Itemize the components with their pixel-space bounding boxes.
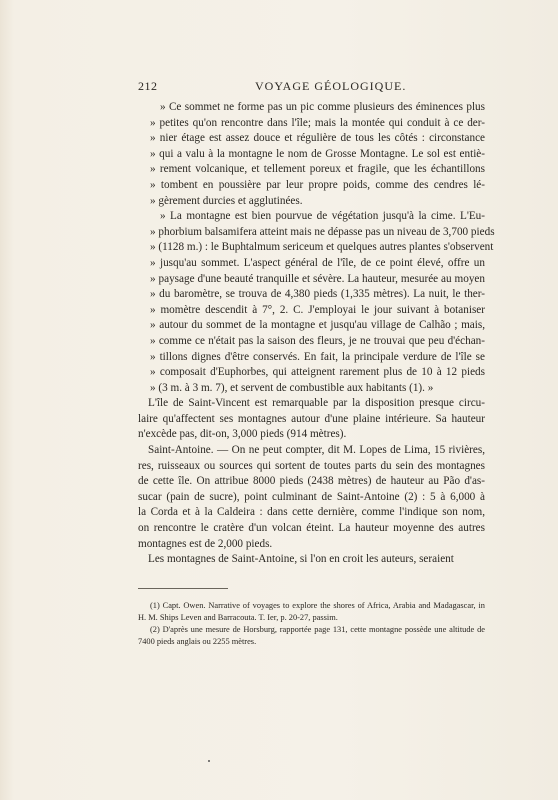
running-title: VOYAGE GÉOLOGIQUE.	[255, 79, 407, 93]
text-line: » tillons dignes d'être conservés. En fait, la principale verdure de l'île se	[150, 350, 485, 363]
text-line: » paysage d'une beauté tranquille et sévère. La hauteur, mesurée au moyen	[150, 272, 485, 285]
text-line: on rencontre le cratère d'un volcan éteint. La hauteur moyenne des autres	[138, 522, 485, 535]
footnote-line: H. M. Ships Leven and Barracouta. T. Ier, p. 20-27, passim.	[138, 613, 338, 622]
text-line: » (3 m. à 3 m. 7), et servent de combustible aux habitants (1). »	[150, 381, 434, 394]
text-line: la Corda et à la Caldeira : dans cette dernière, comme l'indique son nom,	[138, 506, 485, 519]
text-line: » rement volcanique, et tellement poreux et fragile, que les échantillons	[150, 163, 485, 176]
footnote-line: (1) Capt. Owen. Narrative of voyages to explore the shores of Africa, Arabia and Madagascar, in	[150, 601, 485, 610]
text-line: Saint-Antoine. — On ne peut compter, dit M. Lopes de Lima, 15 rivières,	[148, 444, 485, 457]
text-line: » qui a valu à la montagne le nom de Grosse Montagne. Le sol est entiè-	[150, 147, 485, 160]
text-line: » La montagne est bien pourvue de végétation jusqu'à la cime. L'Eu-	[160, 210, 485, 223]
text-line: L'île de Saint-Vincent est remarquable par la disposition presque circu-	[148, 397, 485, 410]
text-line: » phorbium balsamifera atteint mais ne dépasse pas un niveau de 3,700 pieds	[150, 225, 495, 238]
text-line: » comme ce n'était pas la saison des fleurs, je ne trouvai que peu d'échan-	[150, 334, 485, 347]
text-line: » gèrement durcies et agglutinées.	[150, 194, 303, 207]
page-number: 212	[138, 79, 158, 93]
text-line: laire qu'affectent ses montagnes autour d'une plaine intérieure. Sa hauteur	[138, 412, 485, 425]
text-line: sucar (pain de sucre), point culminant de Saint-Antoine (2) : 5 à 6,000 à	[138, 490, 485, 503]
paper-speck	[208, 760, 210, 762]
text-line: res, ruisseaux ou sources qui sortent de toutes parts du sein des montagnes	[138, 459, 485, 472]
text-line: » composait d'Euphorbes, qui atteignent rarement plus de 10 à 12 pieds	[150, 366, 485, 379]
text-line: » tombent en poussière par leur propre poids, comme des cendres lé-	[150, 178, 485, 191]
footnote-separator	[138, 588, 228, 589]
text-line: » momètre descendit à 7°, 2. C. J'employai le jour suivant à botaniser	[150, 303, 485, 316]
page-header	[138, 79, 438, 95]
body-text	[138, 100, 495, 568]
footnote-line: (2) D'après une mesure de Horsburg, rapportée page 131, cette montagne possède une altitude de	[150, 625, 485, 634]
text-line: » jusqu'au sommet. L'aspect général de l'île, de ce point élevé, offre un	[150, 256, 485, 269]
text-line: n'excède pas, dit-on, 3,000 pieds (914 mètres).	[138, 428, 347, 441]
text-line: Les montagnes de Saint-Antoine, si l'on en croit les auteurs, seraient	[148, 553, 454, 566]
text-line: » (1128 m.) : le Buphtalmum sericeum et quelques autres plantes s'observent	[150, 241, 494, 254]
text-line: montagnes est de 2,000 pieds.	[138, 537, 273, 550]
text-line: de cette île. On attribue 8000 pieds (2438 mètres) de hauteur au Pão d'as-	[138, 475, 485, 488]
footnotes	[138, 600, 485, 648]
text-line: » nier étage est assez douce et régulière de tous les côtés : circonstance	[150, 132, 485, 145]
footnote-line: 7400 pieds anglais ou 2255 mètres.	[138, 637, 257, 646]
text-line: » petites qu'on rencontre dans l'île; mais la montée qui conduit à ce der-	[150, 116, 485, 129]
text-line: » du baromètre, se trouva de 4,380 pieds (1,335 mètres). La nuit, le ther-	[150, 288, 485, 301]
text-line: » Ce sommet ne forme pas un pic comme plusieurs des éminences plus	[160, 101, 485, 113]
text-line: » autour du sommet de la montagne et jusqu'au village de Calhão ; mais,	[150, 319, 485, 332]
